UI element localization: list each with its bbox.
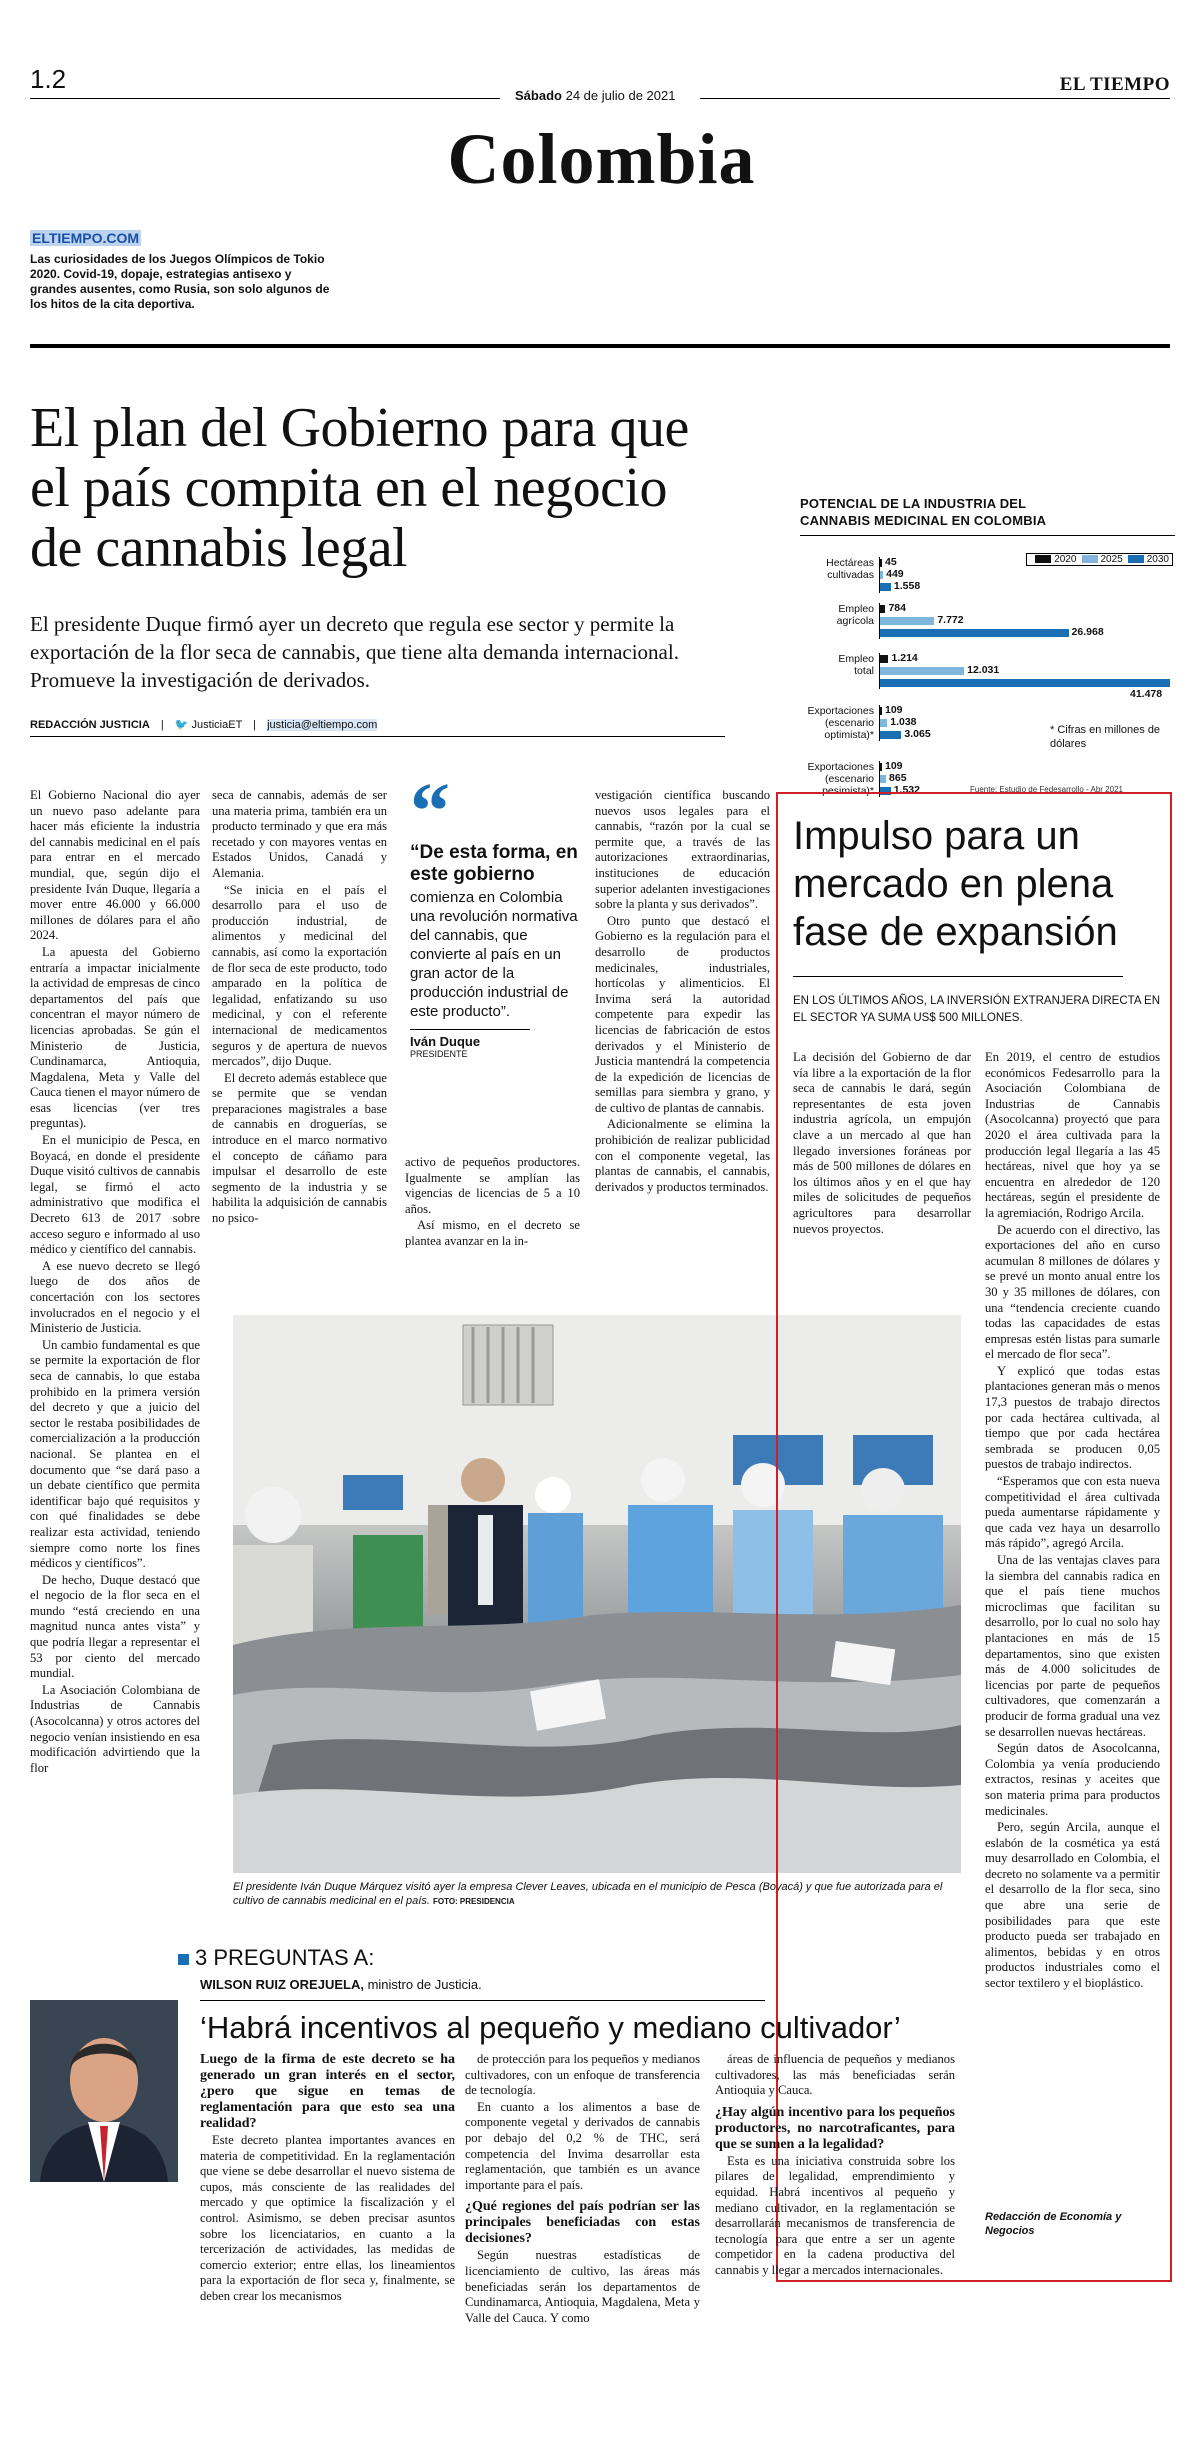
chart-bar [880,707,882,715]
paragraph: “Esperamos que con esta nueva competitividad el área cultivada pueda aumentarse rápidamente y que cada vez haya un desarrollo más rápido”, agregó Arcila. [985,1474,1160,1551]
byline-email[interactable]: justicia@eltiempo.com [267,719,378,731]
sidebar-column-a [793,1050,971,1238]
chart-category-label [826,557,874,581]
interview-column-a [200,2052,455,2306]
chart-category-label [837,603,874,627]
sidebar-rule [793,976,1123,977]
chart-bar [880,655,888,663]
page-date [515,88,675,103]
paragraph: “Se inicia en el país el desarrollo para el uso de producción industrial, de alimentos y medicinal del cannabis, así como la exportación de flor seca de este producto, todo amparado en la política de legalidad, enfatizando su uso medicinal, y con el referente internacional de medicamentos seguros y de apertura de nuevos mercados”, dijo Duque. [212,882,387,1069]
chart-bar [880,629,1069,637]
chart-bar [880,559,882,567]
quote-mark-icon: “ [410,768,450,856]
chart-bar [880,719,887,727]
pull-quote [410,768,585,1059]
sidebar-title: Impulso para un mercado en plena fase de expansión [793,814,1118,954]
interview-answer: de protección para los pequeños y medianos cultivadores, con un enfoque de transferencia de tecnología. [465,2052,700,2098]
section-title: Colombia [447,119,756,199]
chart-bar [880,679,1170,687]
paragraph: A ese nuevo decreto se llegó luego de dos años de concertación con los sectores involucrados en el negocio y el Ministerio de Justicia. [30,1258,200,1336]
chart-value-label: 109 [885,704,903,716]
interview-square-icon [178,1954,189,1965]
interview-question: Luego de la firma de este decreto se ha generado un gran interés en el sector, ¿pero que sigue en temas de reglamentación para que esto sea una realidad? [200,2052,455,2131]
paragraph: La Asociación Colombiana de Industrias de Cannabis (Asocolcanna) y otros actores del negocio venían insistiendo en esa modificación advirtiendo que la flor [30,1682,200,1775]
chart-value-label: 109 [885,760,903,772]
chart-value-label: 784 [888,602,906,614]
date-text: 24 de julio de 2021 [565,88,676,103]
sidebar-signature: Redacción de Economía y Negocios [985,2211,1122,2237]
interview-rule [200,2000,765,2001]
sidebar-column-b [985,1050,1160,1993]
chart-value-label: 1.532 [893,784,920,796]
interview-answer: Este decreto plantea importantes avances en materia de competitividad. En la reglamentación que viene se debe desarrollar el nuevo sistema de cupos, más consciente de las realidades del mercado y que optimice la fiscalización y el control. Asimismo, se deben precisar asuntos sobre los licenciatarios, en cuanto a la tercerización de actividades, las medidas de comercio exterior; entre ellas, los lineamientos para la exportación de flor seca y, finalmente, se deben crear los mecanismos [200,2133,455,2303]
byline-sep-2: | [253,719,257,731]
chart-bar [880,775,886,783]
body-column-2 [212,788,387,1228]
paragraph: De hecho, Duque destacó que el negocio de la flor seca en el mundo “está creciendo en una magnitud nunca antes vista” y que podría llegar a representar el 53 por ciento del mercado mundial. [30,1572,200,1681]
paragraph: seca de cannabis, además de ser una materia prima, también era un producto terminado y que era más recetado y con mayores ventas en Estados Unidos, Canadá y Alemania. [212,788,387,880]
interview-question: ¿Hay algún incentivo para los pequeños productores, no narcotraficantes, para que se sumen a la legalidad? [715,2104,955,2152]
interviewee-portrait [30,2000,178,2182]
chart-note: * Cifras en millones de dólares [1050,724,1161,750]
paragraph: En el municipio de Pesca, en Boyacá, en donde el presidente Duque visitó cultivos de cannabis legal, se firmó el acto administrativo que modifica el Decreto 613 de 2017 sobre acceso seguro e informado al uso médico y científico del cannabis. [30,1133,200,1257]
interview-label [178,1945,374,1971]
chart [800,495,1175,795]
teaser-text: Las curiosidades de los Juegos Olímpicos de Tokio 2020. Covid-19, dopaje, estrategias antisexo y grandes ausentes, como Rusia, son solo algunos de los hitos de la cita deportiva. [30,252,330,311]
interview-question: ¿Qué regiones del país podrían ser las principales beneficiadas con estas decisiones? [465,2199,700,2247]
paragraph: Una de las ventajas claves para la siembra del cannabis radica en que el país tiene muchos microclimas que facilitan su desarrollo, por lo cual no solo hay plantaciones en más de 15 departamentos, sino que existen más de 4.000 solicitudes de licencias por parte de pequeños cultivadores, que comenzarán a producir de forma gradual una vez se desarrollen nuevas hectáreas. [985,1553,1160,1739]
interview-name [200,1977,482,1992]
legend-label-2030: 2030 [1146,554,1169,565]
page-number: 1.2 [30,64,67,94]
chart-category-line: Exportaciones [807,705,874,717]
paragraph: Pero, según Arcila, aunque el eslabón de la cosmética ya está muy desarrollado en Colombia, el decreto no solamente va a permitir el desarrollo de la flor seca, sino que abre una serie de posibilidades para que este producto pueda ser trabajado en alimentos, bebidas y en otros productos industriales como el sector textilero y el bioplástico. [985,1820,1160,1991]
chart-category-label [838,653,874,677]
legend-label-2025: 2025 [1100,554,1123,565]
portrait-drawing [30,2000,178,2182]
paragraph: La decisión del Gobierno de dar vía libre a la exportación de la flor seca de cannabis le dará, según representantes de esta joven industria agrícola, un empujón clave a un mercado al que han llegado inversiones foráneas por más de 500 millones de dólares en los últimos años y en el que hay miles de solicitudes de pequeños agricultores para desarrollar nuevos proyectos. [793,1050,971,1236]
legend-label-2020: 2020 [1054,554,1077,565]
chart-category-line: optimista)* [824,729,874,741]
body-column-4 [595,788,770,1196]
paragraph: activo de pequeños productores. Igualmente se amplían las vigencias de licencias de 5 a 10 años. [405,1155,580,1216]
chart-category-line: Empleo [838,603,874,615]
chart-bar [880,763,882,771]
paragraph: De acuerdo con el directivo, las exportaciones del año en curso acumulan 8 millones de dólares y se prevé un monto anual entre los 30 y 35 millones de dólares, con una “tendencia creciente cuando todas las capacidades de estas empresas estén listas para sumarle el mercado de flor seca”. [985,1222,1160,1362]
caption-text: El presidente Iván Duque Márquez visitó ayer la empresa Clever Leaves, ubicada en el municipio de Pesca (Boyacá) y que fue autorizada para el cultivo de cannabis medicinal en el país. [233,1881,943,1907]
subhead: El presidente Duque firmó ayer un decreto que regula ese sector y permite la exportación de la flor seca de cannabis, que tiene alta demanda internacional. Promueve la investigación de derivados. [30,612,679,692]
chart-category-line: Empleo [838,653,874,665]
chart-value-label: 449 [886,568,904,580]
paragraph: Según datos de Asocolcanna, Colombia ya venía produciendo extractos, resinas y aceites que son materia prima para productos medicinales. [985,1741,1160,1818]
chart-bar [880,605,885,613]
quote-rest: comienza en Colombia una revolución normativa del cannabis, que convierte al país en un gran actor de la producción industrial de este producto”. [410,889,578,1020]
main-headline: El plan del Gobierno para que el país compita en el negocio de cannabis legal [30,397,689,579]
chart-category-line: total [854,665,874,677]
paragraph: Adicionalmente se elimina la prohibición de realizar publicidad con el componente vegetal, las plantas de cannabis, el cannabis, derivados y productos terminados. [595,1117,770,1194]
chart-value-label: 7.772 [937,614,964,626]
chart-title-rule [800,535,1175,536]
chart-value-label: 865 [889,772,907,784]
quote-text: “De esta forma, en este gobierno [410,842,578,885]
interview-column-c [715,2052,955,2280]
paragraph: Así mismo, en el decreto se plantea avanzar en la in- [405,1218,580,1248]
chart-value-label: 1.214 [891,652,918,664]
chart-category-line: Exportaciones [807,761,874,773]
chart-bar [880,667,964,675]
top-thick-rule [30,344,1170,348]
paragraph: La apuesta del Gobierno entraría a impactar inicialmente la actividad de empresas de cinco departamentos del país que concentran el mayor número de licencias aprobadas. Se gún el Ministerio de Justicia, Cundinamarca, Antioquia, Magdalena, Meta y Valle del Cauca tienen el mayor número de esas licencias (ver tres preguntas). [30,944,200,1131]
interview-label-text: 3 PREGUNTAS A: [195,1945,375,1970]
quote-author: Iván Duque [410,1029,530,1049]
twitter-icon: 🐦 [174,719,189,731]
chart-value-label: 1.558 [893,580,921,592]
paragraph: En 2019, el centro de estudios económicos Fedesarrollo para la Asociación Colombiana de Industrias de Cannabis (Asocolcanna) proyectó que para 2020 el área cultivada para la producción legal llegaría a las 45 hectáreas, nivel que hoy ya se encuentra en alrededor de 120 hectáreas, según el presidente de la agremiación, Rodrigo Arcila. [985,1050,1160,1220]
interview-column-b [465,2052,700,2327]
teaser-site-link[interactable]: ELTIEMPO.COM [32,230,140,246]
header-rule-right [700,98,1170,99]
date-day: Sábado [515,88,562,103]
byline-twitter[interactable]: JusticiaET [191,719,243,731]
sidebar-lead: EN LOS ÚLTIMOS AÑOS, LA INVERSIÓN EXTRANJERA DIRECTA EN EL SECTOR YA SUMA US$ 500 MILLONES. [793,995,1161,1024]
interview-answer: Según nuestras estadísticas de licenciamiento de cultivo, las áreas más beneficiadas serán los departamentos de Cundinamarca, Antioquia, Magdalena, Meta y Valle del Cauca. Y como [465,2248,700,2325]
interview-answer: En cuanto a los alimentos a base de componente vegetal y derivados de cannabis por debajo del 0,2 % de THC, será competencia del Invima desarrollar esta reglamentación, que también es un avance importante para el país. [465,2099,700,2192]
chart-value-label: 1.038 [890,716,917,728]
interview-title: ‘Habrá incentivos al pequeño y mediano cultivador’ [200,2010,901,2045]
chart-value-label: 3.065 [904,728,931,740]
interviewee-role: ministro de Justicia. [367,1977,482,1992]
body-column-1 [30,788,200,1777]
paragraph: El decreto además establece que se permite que se vendan preparaciones magistrales a base de cannabis en droguerías, se introduce en el marco normativo el concepto de cáñamo para impulsar el desarrollo de este segmento de la industria y se habilita la adquisición de cannabis no psico- [212,1070,387,1226]
chart-category-line: (escenario [824,717,874,729]
chart-bar [880,731,901,739]
paragraph: El Gobierno Nacional dio ayer un nuevo paso adelante para hacer más eficiente la industria del cannabis medicinal en el país para entrar en el mercado mundial, que, según dijo el presidente Iván Duque, llegaría a mover entre 46.000 y 66.000 millones de dólares para el año 2024. [30,788,200,943]
chart-bar [880,617,934,625]
chart-title: POTENCIAL DE LA INDUSTRIA DEL CANNABIS MEDICINAL EN COLOMBIA [800,496,1047,528]
chart-bar [880,583,891,591]
chart-value-label: 41.478 [1130,688,1163,700]
paragraph: Otro punto que destacó el Gobierno es la regulación para el desarrollo de productos medicinales, industriales, hortícolas y alimenticios. El Invima será la autoridad competente para expedir las licencias de fabricación de estos derivados y el Ministerio de Justicia mantendrá la competencia de la expedición de licencias de semillas para siembra y grano, y de cultivo de plantas de cannabis. [595,913,770,1115]
chart-source: Fuente: Estudio de Fedesarrollo - Abr 2021 [970,785,1123,794]
interviewee-name: WILSON RUIZ OREJUELA, [200,1977,364,1992]
interview-answer: áreas de influencia de pequeños y medianos cultivadores, las más beneficiadas serán Antioquia y Cauca. [715,2052,955,2098]
byline-author: REDACCIÓN JUSTICIA [30,719,150,731]
chart-category-line: pesimista)* [822,785,874,797]
chart-bar [880,571,883,579]
paragraph: Y explicó que todas estas plantaciones generan más o menos 17,3 puestos de trabajo directos por cada hectárea cultivada, al tiempo que por cada hectárea sembrada se producen 0,05 puestos de trabajo indirectos. [985,1363,1160,1472]
chart-category-line: cultivadas [827,569,874,581]
paragraph: vestigación científica buscando nuevos usos legales para el cannabis, “razón por la cual se permite que, a través de las autorizaciones extraordinarias, instituciones de educación superior adelanten investigaciones sobre la planta y sus derivados”. [595,788,770,912]
body-column-3-bottom [405,1155,580,1251]
chart-value-label: 45 [885,556,897,568]
chart-category-line: (escenario [824,773,874,785]
chart-category-label [807,705,874,741]
chart-value-label: 26.968 [1071,626,1104,638]
byline [30,718,725,737]
byline-sep: | [160,719,164,731]
brand-logo: EL TIEMPO [1059,74,1170,95]
quote-role: PRESIDENTE [410,1049,468,1059]
chart-category-line: Hectáreas [826,557,874,569]
chart-category-line: agrícola [836,615,874,627]
chart-value-label: 12.031 [967,664,1000,676]
paragraph: Un cambio fundamental es que se permite la exportación de flor seca de cannabis, lo que estaba prohibido en la primera versión del decreto y que a juicio del sector le restaba posibilidades de comercialización a la producción nacional. Se plantea en el documento que “se dará paso a un debate científico que permita identificar bajo qué requisitos y con qué finalidades se debe realizar esta actividad, teniendo siempre como norte los fines médicos y científicos”. [30,1337,200,1571]
header-rule-left [30,98,500,99]
interview-answer: Esta es una iniciativa construida sobre los pilares de legalidad, emprendimiento y equidad. Habrá incentivos al pequeño y mediano cultivador, en la reglamentación se desarrollarán mecanismos de transferencia de tecnología para que entre a ser un agente competidor en la cadena productiva del cannabis y llegar a mercados internacionales. [715,2153,955,2277]
caption-credit: FOTO: PRESIDENCIA [432,1897,515,1906]
